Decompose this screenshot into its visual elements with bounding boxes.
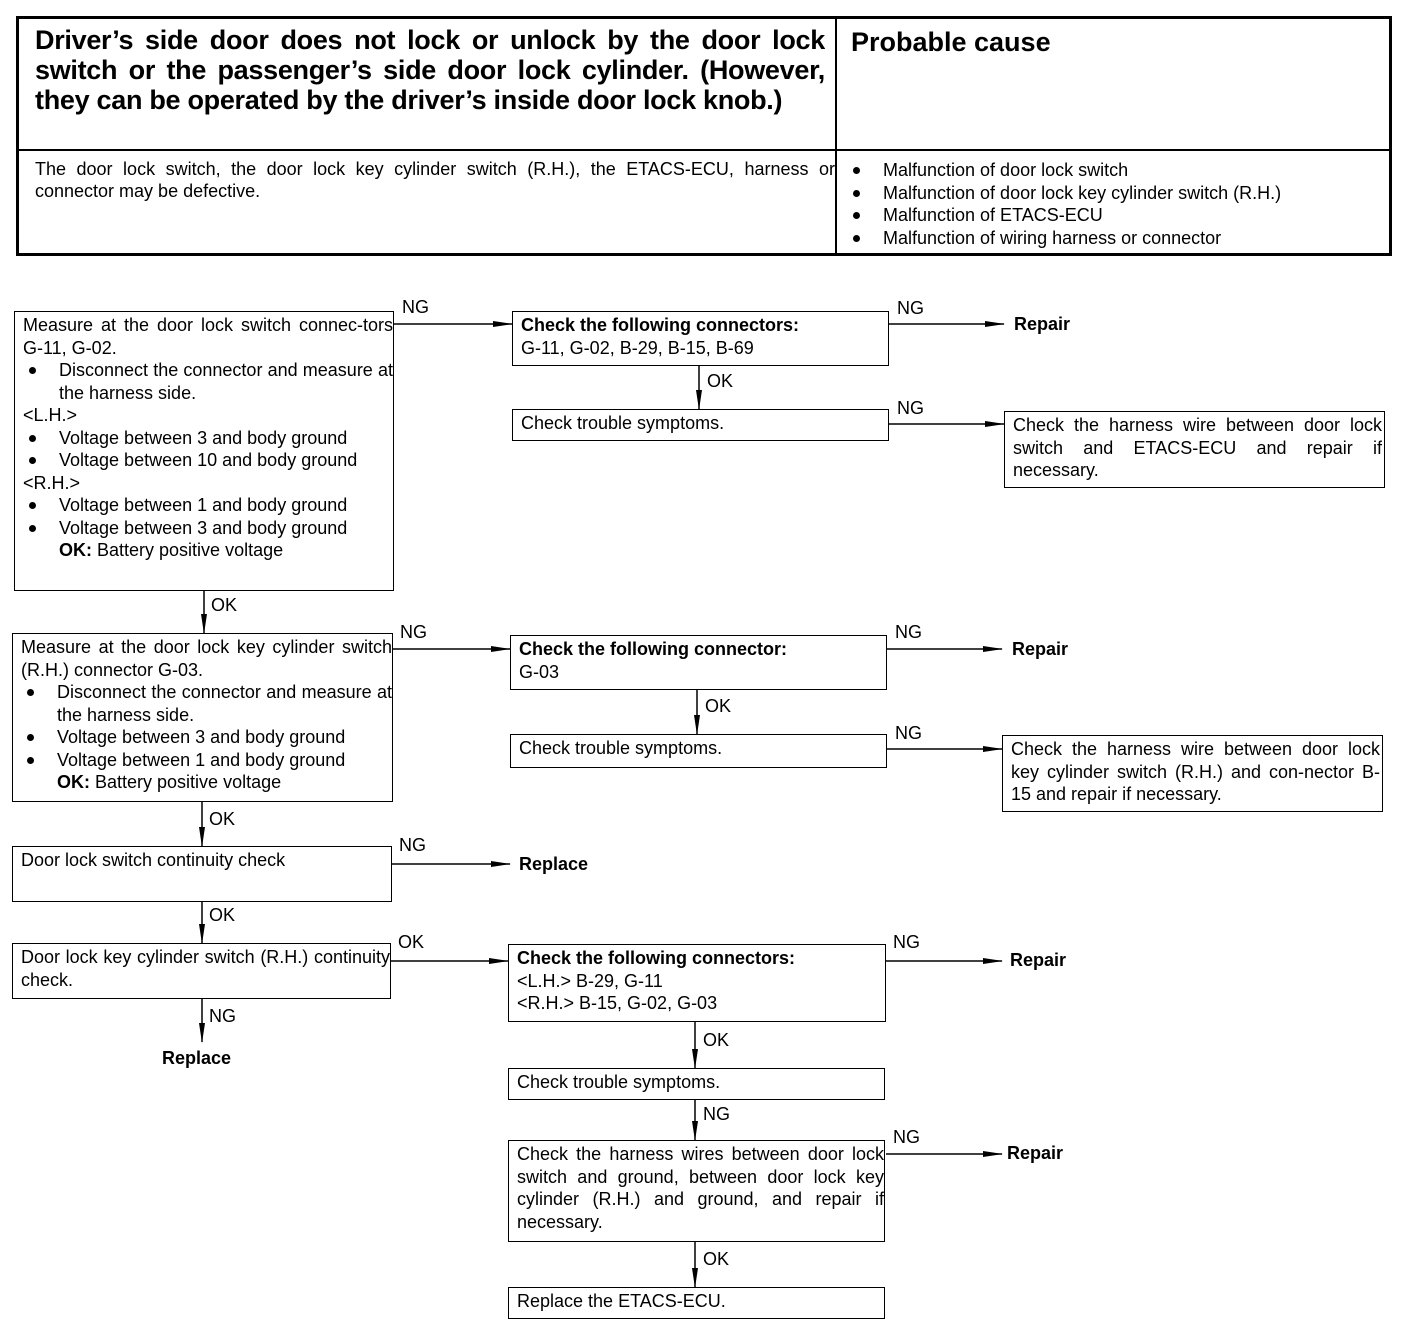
step1-harness-check <box>1004 411 1385 488</box>
conn-lh: <L.H.> B-29, G-11 <box>517 970 663 991</box>
step1-ok-criteria <box>23 539 393 562</box>
conn-rh: <R.H.> B-15, G-02, G-03 <box>517 993 718 1013</box>
cause-item: Malfunction of wiring harness or connector <box>847 227 1281 250</box>
step2-key-cylinder-measure <box>12 633 393 802</box>
trouble-text: Check trouble symptoms. <box>517 1072 721 1092</box>
replace-ecu-text: Replace the ETACS-ECU. <box>517 1291 726 1311</box>
step1-bullet: Voltage between 10 and body ground <box>23 449 393 472</box>
harness-text: Check the harness wire between door lock switch and ETACS-ECU and repair if necessary. <box>1013 415 1382 480</box>
conn-title: Check the following connectors: <box>521 315 800 335</box>
step2-harness-check <box>1002 735 1383 812</box>
conn-list: G-11, G-02, B-29, B-15, B-69 <box>521 337 754 358</box>
step1-instruction: Measure at the door lock switch connec-tors G-11, G-02. <box>23 315 393 358</box>
ng-label: NG <box>895 622 922 642</box>
cause-item: Malfunction of door lock key cylinder switch (R.H.) <box>847 182 1281 205</box>
step4-harness-check <box>508 1140 885 1242</box>
ok-value: Battery positive voltage <box>95 772 282 792</box>
step4-check-connectors <box>508 944 886 1022</box>
step2-check-trouble <box>510 734 887 768</box>
ok-label: OK <box>707 371 734 391</box>
ng-label: NG <box>400 622 427 642</box>
repair-result: Repair <box>1012 639 1069 659</box>
replace-result: Replace <box>519 854 589 874</box>
step1-rh-label: <R.H.> <box>23 472 81 493</box>
ok-value: Battery positive voltage <box>97 540 284 560</box>
step1-bullet: Voltage between 3 and body ground <box>23 427 393 450</box>
conn-title: Check the following connector: <box>519 639 788 659</box>
step2-bullet: Voltage between 1 and body ground <box>21 749 392 772</box>
step1-list <box>23 359 393 404</box>
ng-label: NG <box>209 1006 236 1026</box>
ok-label: OK <box>703 1249 730 1269</box>
cause-item: Malfunction of ETACS-ECU <box>847 204 1281 227</box>
step3-switch-continuity <box>12 846 392 902</box>
replace-result: Replace <box>162 1048 232 1068</box>
step4-text: Door lock key cylinder switch (R.H.) continuity check. <box>21 947 390 990</box>
ng-label: NG <box>703 1104 730 1124</box>
step1-lh-list <box>23 427 393 472</box>
step4-key-cylinder-continuity <box>12 943 391 999</box>
trouble-text: Check trouble symptoms. <box>521 413 725 433</box>
ng-label: NG <box>893 932 920 952</box>
repair-result: Repair <box>1014 314 1071 334</box>
step2-bullet: Voltage between 3 and body ground <box>21 726 392 749</box>
ok-label: OK: <box>59 540 92 560</box>
ok-label: OK <box>398 932 425 952</box>
step1-rh-list <box>23 494 393 539</box>
ok-label: OK <box>209 905 236 925</box>
ok-label: OK: <box>57 772 90 792</box>
ng-label: NG <box>897 298 924 318</box>
step1-check-connectors <box>512 311 889 366</box>
repair-result: Repair <box>1010 950 1067 970</box>
step1-bullet: Voltage between 3 and body ground <box>23 517 393 540</box>
probable-cause-heading: Probable cause <box>851 27 1051 57</box>
step1-bullet: Voltage between 1 and body ground <box>23 494 393 517</box>
step2-check-connector <box>510 635 887 690</box>
ok-label: OK <box>211 595 238 615</box>
harness-text: Check the harness wire between door lock key cylinder switch (R.H.) and con-nector B-15 and repair if necessary. <box>1011 739 1380 804</box>
ng-label: NG <box>893 1127 920 1147</box>
ng-label: NG <box>895 723 922 743</box>
step1-lh-label: <L.H.> <box>23 405 78 425</box>
ok-label: OK <box>703 1030 730 1050</box>
ng-label: NG <box>897 398 924 418</box>
step2-bullet: Disconnect the connector and measure at the harness side. <box>21 681 392 726</box>
step4-check-trouble <box>508 1068 885 1100</box>
conn-title: Check the following connectors: <box>517 948 796 968</box>
step1-door-lock-switch-measure <box>14 311 394 591</box>
conn-list: G-03 <box>519 661 560 682</box>
ok-label: OK <box>209 809 236 829</box>
step4-replace-ecu <box>508 1287 885 1319</box>
step2-ok-criteria <box>21 771 392 794</box>
step2-instruction: Measure at the door lock key cylinder switch (R.H.) connector G-03. <box>21 637 392 680</box>
trouble-text: Check trouble symptoms. <box>519 738 723 758</box>
ng-label: NG <box>402 297 429 317</box>
step1-check-trouble <box>512 409 889 441</box>
step2-list <box>21 681 392 771</box>
harness-text: Check the harness wires between door lock switch and ground, between door lock key cylinder (R.H.) and ground, and repair if necessary. <box>517 1144 884 1232</box>
cause-item: Malfunction of door lock switch <box>847 159 1281 182</box>
step1-bullet: Disconnect the connector and measure at the harness side. <box>23 359 393 404</box>
symptom-title: Driver’s side door does not lock or unlock by the door lock switch or the passenger’s side door lock cylinder. (However, they can be operated by the driver’s inside door lock knob.) <box>35 25 825 115</box>
ng-label: NG <box>399 835 426 855</box>
symptom-description: The door lock switch, the door lock key cylinder switch (R.H.), the ETACS-ECU, harness or connector may be defective. <box>35 159 835 201</box>
ok-label: OK <box>705 696 732 716</box>
repair-result: Repair <box>1007 1143 1064 1163</box>
step3-text: Door lock switch continuity check <box>21 850 286 870</box>
